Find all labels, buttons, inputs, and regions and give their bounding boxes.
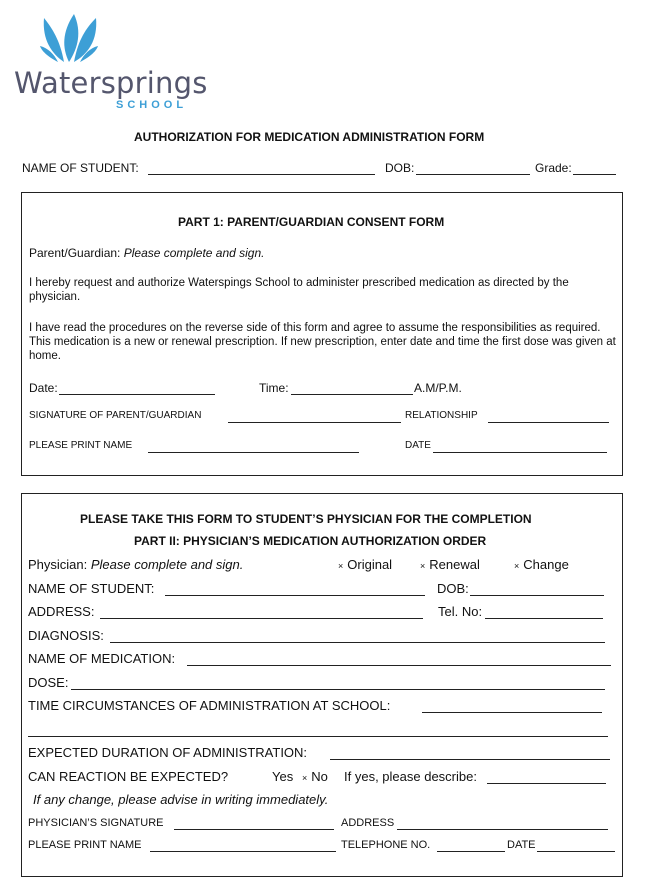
time-field[interactable] bbox=[291, 394, 413, 395]
grade-field[interactable] bbox=[573, 174, 616, 175]
time-label: Time: bbox=[259, 381, 289, 395]
date-label: Date: bbox=[29, 381, 58, 395]
parent-signature-field[interactable] bbox=[228, 422, 401, 423]
physician-signature-label: PHYSICIAN’S SIGNATURE bbox=[28, 817, 164, 829]
time-circumstances-field[interactable] bbox=[422, 712, 602, 713]
diagnosis-label: DIAGNOSIS: bbox=[28, 628, 104, 643]
physician-print-name-label: PLEASE PRINT NAME bbox=[28, 839, 142, 851]
time-circumstances-label: TIME CIRCUMSTANCES OF ADMINISTRATION AT SCHOOL: bbox=[28, 698, 391, 713]
physician-dob-field[interactable] bbox=[470, 595, 604, 596]
medication-field[interactable] bbox=[187, 665, 611, 666]
student-name-label: NAME OF STUDENT: bbox=[22, 161, 139, 175]
authorization-paragraph: I hereby request and authorize Waterspings School to administer prescribed medication as directed by the physician. bbox=[29, 277, 569, 303]
form-title: AUTHORIZATION FOR MEDICATION ADMINISTRATION FORM bbox=[134, 130, 485, 144]
physician-student-name-field[interactable] bbox=[165, 595, 425, 596]
checkmark-icon: × bbox=[302, 773, 308, 783]
part2-heading-instruction: PLEASE TAKE THIS FORM TO STUDENT’S PHYSICIAN FOR THE COMPLETION bbox=[80, 512, 532, 526]
dob-field[interactable] bbox=[416, 174, 530, 175]
option-change[interactable]: × Change bbox=[514, 557, 569, 572]
address-label: ADDRESS: bbox=[28, 604, 95, 619]
option-renewal[interactable]: × Renewal bbox=[420, 557, 480, 572]
time-circumstances-field-2[interactable] bbox=[28, 736, 608, 737]
advise-note: If any change, please advise in writing immediately. bbox=[33, 792, 329, 807]
student-name-field[interactable] bbox=[148, 174, 375, 175]
option-original[interactable]: × Original bbox=[338, 557, 393, 572]
parent-signature-label: SIGNATURE OF PARENT/GUARDIAN bbox=[29, 410, 202, 421]
lotus-icon bbox=[40, 14, 98, 62]
parent-date-label: DATE bbox=[405, 440, 431, 451]
grade-label: Grade: bbox=[535, 161, 572, 175]
part2-heading: PART II: PHYSICIAN’S MEDICATION AUTHORIZATION ORDER bbox=[134, 534, 487, 548]
physician-print-name-field[interactable] bbox=[150, 851, 336, 852]
diagnosis-field[interactable] bbox=[110, 642, 605, 643]
reaction-no[interactable]: × No bbox=[302, 769, 328, 784]
brand-name: Watersprings bbox=[14, 66, 208, 100]
physician-date-label: DATE bbox=[507, 839, 536, 851]
dose-field[interactable] bbox=[71, 689, 605, 690]
describe-field[interactable] bbox=[487, 783, 606, 784]
duration-field[interactable] bbox=[330, 759, 610, 760]
physician-dob-label: DOB: bbox=[437, 581, 469, 596]
checkmark-icon: × bbox=[514, 561, 520, 571]
address-field[interactable] bbox=[100, 618, 423, 619]
duration-label: EXPECTED DURATION OF ADMINISTRATION: bbox=[28, 745, 308, 760]
reaction-label: CAN REACTION BE EXPECTED? bbox=[28, 769, 229, 784]
reaction-yes[interactable]: Yes bbox=[272, 769, 294, 784]
dob-label: DOB: bbox=[385, 161, 415, 175]
dose-label: DOSE: bbox=[28, 675, 69, 690]
relationship-field[interactable] bbox=[488, 422, 609, 423]
physician-student-name-label: NAME OF STUDENT: bbox=[28, 581, 155, 596]
parent-print-name-field[interactable] bbox=[148, 452, 359, 453]
telephone-field[interactable] bbox=[437, 851, 505, 852]
relationship-label: RELATIONSHIP bbox=[405, 410, 478, 421]
describe-label: If yes, please describe: bbox=[344, 769, 477, 784]
date-field[interactable] bbox=[59, 394, 215, 395]
parent-date-field[interactable] bbox=[433, 452, 607, 453]
telephone-label: TELEPHONE NO. bbox=[341, 839, 431, 851]
medication-label: NAME OF MEDICATION: bbox=[28, 651, 176, 666]
physician-date-field[interactable] bbox=[537, 851, 615, 852]
brand-tagline: SCHOOL bbox=[116, 99, 188, 111]
ampm-label: A.M/P.M. bbox=[414, 381, 462, 395]
checkmark-icon: × bbox=[338, 561, 344, 571]
physician-address-label: ADDRESS bbox=[341, 817, 395, 829]
tel-field[interactable] bbox=[485, 618, 603, 619]
procedures-paragraph: I have read the procedures on the reverse side of this form and agree to assume the responsibilities as required. This medication is a new or renewal prescription. If new prescription, enter date and time the first dose was given at home. bbox=[29, 322, 616, 362]
tel-label: Tel. No: bbox=[438, 604, 483, 619]
parent-instruction: Parent/Guardian: Please complete and sign. bbox=[29, 246, 265, 260]
physician-instruction: Physician: Please complete and sign. bbox=[28, 557, 244, 572]
checkmark-icon: × bbox=[420, 561, 426, 571]
physician-signature-field[interactable] bbox=[174, 829, 334, 830]
parent-print-name-label: PLEASE PRINT NAME bbox=[29, 440, 133, 451]
physician-address-field[interactable] bbox=[397, 829, 608, 830]
part1-heading: PART 1: PARENT/GUARDIAN CONSENT FORM bbox=[178, 215, 445, 229]
